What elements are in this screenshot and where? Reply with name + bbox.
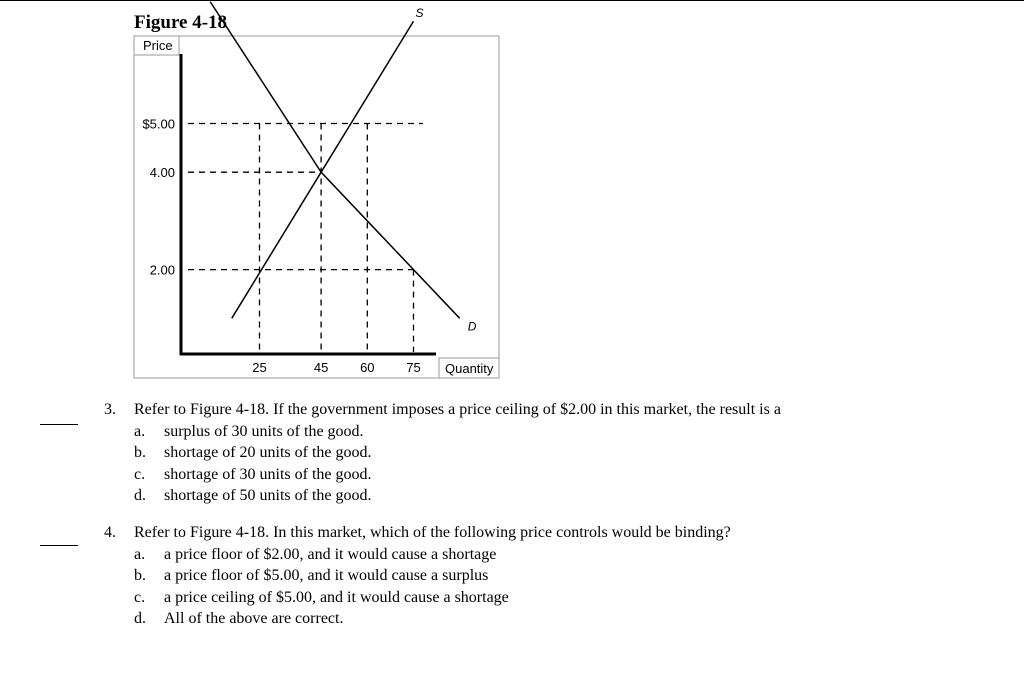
option-text: shortage of 30 units of the good. xyxy=(164,466,372,483)
option-text: All of the above are correct. xyxy=(164,610,344,627)
demand-curve xyxy=(210,2,459,319)
figure-title: Figure 4-18 xyxy=(134,12,228,33)
option-text: a price ceiling of $5.00, and it would cause a shortage xyxy=(164,589,509,606)
option-letter: b. xyxy=(134,567,146,584)
answer-blank-q3[interactable] xyxy=(40,424,78,425)
question-number: 4. xyxy=(104,524,116,541)
demand-label: D xyxy=(467,319,477,334)
option-text: a price floor of $5.00, and it would cause a surplus xyxy=(164,567,489,584)
option-letter: a. xyxy=(134,546,146,563)
guide-lines xyxy=(188,124,423,353)
option-letter: a. xyxy=(134,423,146,440)
option-letter: c. xyxy=(134,589,146,606)
x-tick-label: 45 xyxy=(313,360,329,375)
answer-blank-q4[interactable] xyxy=(40,545,78,546)
tick-labels xyxy=(142,117,420,376)
option-text: shortage of 20 units of the good. xyxy=(164,444,372,461)
option-letter: b. xyxy=(134,444,146,461)
curves xyxy=(210,2,476,334)
question-number: 3. xyxy=(104,401,116,418)
x-tick-label: 75 xyxy=(406,360,421,375)
option-text: shortage of 50 units of the good. xyxy=(164,487,372,504)
question-text: Refer to Figure 4-18. If the government imposes a price ceiling of $2.00 in this market, the result is a xyxy=(134,401,781,418)
y-axis-label: Price xyxy=(143,38,173,53)
option-text: a price floor of $2.00, and it would cause a shortage xyxy=(164,546,497,563)
option-letter: d. xyxy=(134,610,146,627)
option-letter: d. xyxy=(134,487,146,504)
option-text: surplus of 30 units of the good. xyxy=(164,423,364,440)
x-axis-label: Quantity xyxy=(445,361,494,376)
x-tick-label: 60 xyxy=(360,360,375,375)
y-tick-label: $5.00 xyxy=(142,116,175,132)
x-tick-label: 25 xyxy=(252,360,267,375)
chart-frame xyxy=(134,36,499,378)
y-tick-label: 4.00 xyxy=(149,165,175,181)
question-text: Refer to Figure 4-18. In this market, which of the following price controls would be binding? xyxy=(134,524,731,541)
option-letter: c. xyxy=(134,466,146,483)
y-tick-label: 2.00 xyxy=(149,262,175,278)
supply-label: S xyxy=(415,6,424,21)
